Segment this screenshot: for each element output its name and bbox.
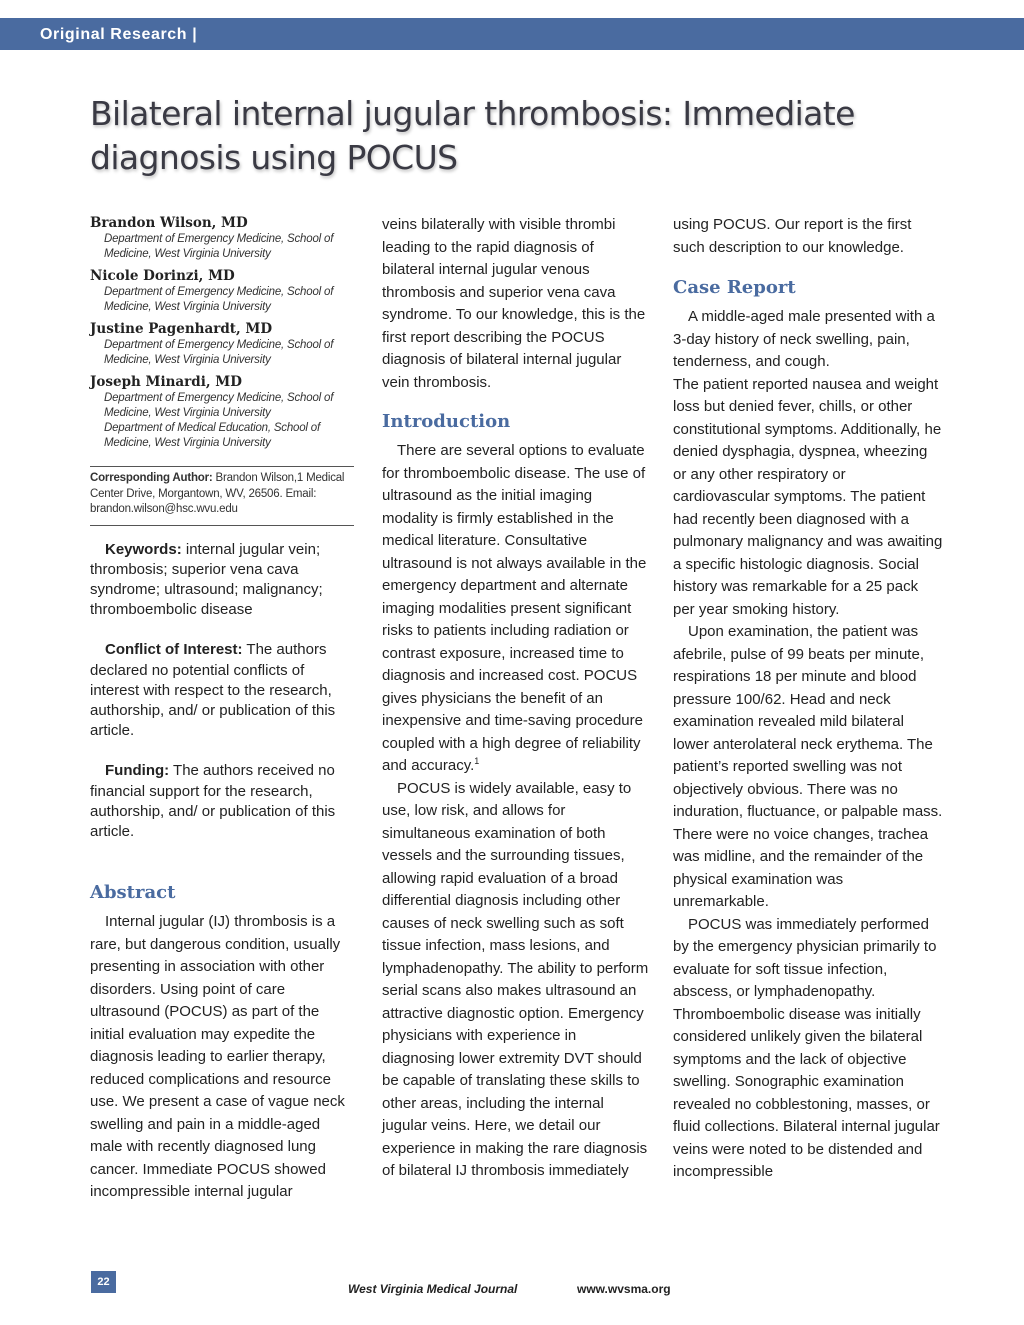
author-affiliation: Department of Emergency Medicine, School of Medicine, West Virginia University bbox=[104, 286, 334, 313]
section-banner bbox=[0, 18, 1024, 50]
abstract-heading: Abstract bbox=[90, 882, 176, 904]
author-block bbox=[90, 267, 354, 315]
corresponding-label: Corresponding Author: bbox=[90, 472, 213, 484]
author-affiliation: Department of Emergency Medicine, School of Medicine, West Virginia University bbox=[104, 233, 334, 260]
author-affiliation: Department of Emergency Medicine, School of Medicine, West Virginia University bbox=[104, 392, 334, 419]
case-report-paragraph: A middle-aged male presented with a 3-day history of neck swelling, pain, tenderness, and cough. bbox=[673, 308, 935, 370]
introduction-p1: There are several options to evaluate for thromboembolic disease. The use of ultrasound as the initial imaging modality is firmly established in the medical literature. Consultative ultrasound is not always available in the emergency department and alternate imaging modalities present significant risks to patients including radiation or contrast exposure, increased time to diagnosis and increased cost. POCUS gives physicians the benefit of an inexpensive and time-saving procedure coupled with a high degree of reliability and accuracy. bbox=[382, 442, 647, 774]
author-affiliation: Department of Emergency Medicine, School of Medicine, West Virginia University bbox=[104, 339, 334, 366]
introduction-heading: Introduction bbox=[382, 411, 511, 432]
case-report-paragraph: Upon examination, the patient was afebrile, pulse of 99 beats per minute, respirations 18 per minute and blood pressure 100/62. Head and neck examination revealed mild bilateral lower anterolateral neck erythema. The patient’s reported swelling was not objectively obvious. There was no induration, fluctuance, or palpable mass. There were no voice changes, trachea was midline, and the remainder of the physical examination was unremarkable. bbox=[673, 623, 943, 910]
author-affiliation: Department of Medical Education, School of Medicine, West Virginia University bbox=[104, 422, 320, 449]
introduction-paragraph bbox=[382, 440, 650, 778]
column-right bbox=[673, 214, 943, 1184]
case-report-heading: Case Report bbox=[673, 277, 796, 298]
case-report-paragraph: The patient reported nausea and weight loss but denied fever, chills, or other constitutional symptoms. Additionally, he denied dysphagia, dyspnea, wheezing or any other respiratory or cardiovascular symptoms. The patient had recently been diagnosed with a pulmonary malignancy and was awaiting a specific histologic diagnosis. Social history was remarkable for a 25 pack per year smoking history. bbox=[673, 375, 943, 618]
funding bbox=[90, 761, 354, 842]
column-middle bbox=[382, 214, 650, 1183]
section-label: Original Research | bbox=[40, 26, 198, 43]
case-report-paragraph: POCUS was immediately performed by the emergency physician primarily to evaluate for soft tissue infection, abscess, or lymphadenopathy. Thromboembolic disease was initially considered unlikely given the bilateral symptoms and the lack of objective swelling. Sonographic examination revealed no cobblestoning, masses, or fluid collections. Bilateral internal jugular veins were noted to be distended and incompressible bbox=[673, 915, 940, 1180]
conflict-text: The authors declared no potential conflicts of interest with respect to the research, authorship, and/ or publication of this article. bbox=[90, 641, 336, 740]
corresponding-text: Brandon Wilson,1 Medical Center Drive, Morgantown, WV, 26506. Email: brandon.wilson@hsc.wvu.edu bbox=[90, 472, 345, 515]
author-name: Joseph Minardi, MD bbox=[90, 374, 242, 390]
author-name: Brandon Wilson, MD bbox=[90, 215, 248, 231]
author-name: Nicole Dorinzi, MD bbox=[90, 268, 235, 284]
keywords-label: Keywords: bbox=[105, 540, 182, 558]
journal-website: www.wvsma.org bbox=[577, 1282, 671, 1296]
citation-ref: 1 bbox=[474, 756, 480, 766]
author-block bbox=[90, 214, 354, 262]
funding-text: The authors received no financial support for the research, authorship, and/ or publication of this article. bbox=[90, 762, 336, 840]
introduction-paragraph: POCUS is widely available, easy to use, low risk, and allows for simultaneous examination of both vessels and the surrounding tissues, allowing rapid evaluation of a broad differential diagnosis including other causes of neck swelling such as soft tissue infection, mass lesions, and lymphadenopathy. The ability to perform serial scans also makes ultrasound an attractive diagnostic option. Emergency physicians with experience in diagnosing lower extremity DVT should be capable of translating these skills to other areas, including the internal jugular veins. Here, we detail our experience in making the rare diagnosis of bilateral IJ thrombosis immediately bbox=[382, 779, 649, 1179]
journal-name: West Virginia Medical Journal bbox=[348, 1282, 518, 1296]
introduction-continuation: using POCUS. Our report is the first such description to our knowledge. bbox=[673, 216, 912, 256]
article-title: Bilateral internal jugular thrombosis: Immediate diagnosis using POCUS bbox=[90, 94, 855, 177]
conflict-label: Conflict of Interest: bbox=[105, 641, 243, 659]
keywords bbox=[90, 540, 354, 621]
author-block bbox=[90, 373, 354, 451]
author-block bbox=[90, 320, 354, 368]
abstract-text: Internal jugular (IJ) thrombosis is a rare, but dangerous condition, usually presenting in association with other disorders. Using point of care ultrasound (POCUS) as part of the initial evaluation may expedite the diagnosis leading to earlier therapy, reduced complications and resource use. We present a case of vague neck swelling and pain in a middle-aged male with recently diagnosed lung cancer. Immediate POCUS showed incompressible internal jugular bbox=[90, 913, 345, 1201]
corresponding-author bbox=[90, 466, 354, 526]
abstract-continuation: veins bilaterally with visible thrombi leading to the rapid diagnosis of bilateral internal jugular venous thrombosis and superior vena cava syndrome. To our knowledge, this is the first report describing the POCUS diagnosis of bilateral internal jugular vein thrombosis. bbox=[382, 216, 646, 391]
author-name: Justine Pagenhardt, MD bbox=[90, 321, 273, 337]
funding-label: Funding: bbox=[105, 762, 170, 780]
page-number: 22 bbox=[91, 1271, 116, 1293]
keywords-text: internal jugular vein; thrombosis; superior vena cava syndrome; ultrasound; malignancy; thromboembolic disease bbox=[90, 540, 323, 619]
conflict-of-interest bbox=[90, 640, 354, 741]
column-left bbox=[90, 214, 354, 1204]
